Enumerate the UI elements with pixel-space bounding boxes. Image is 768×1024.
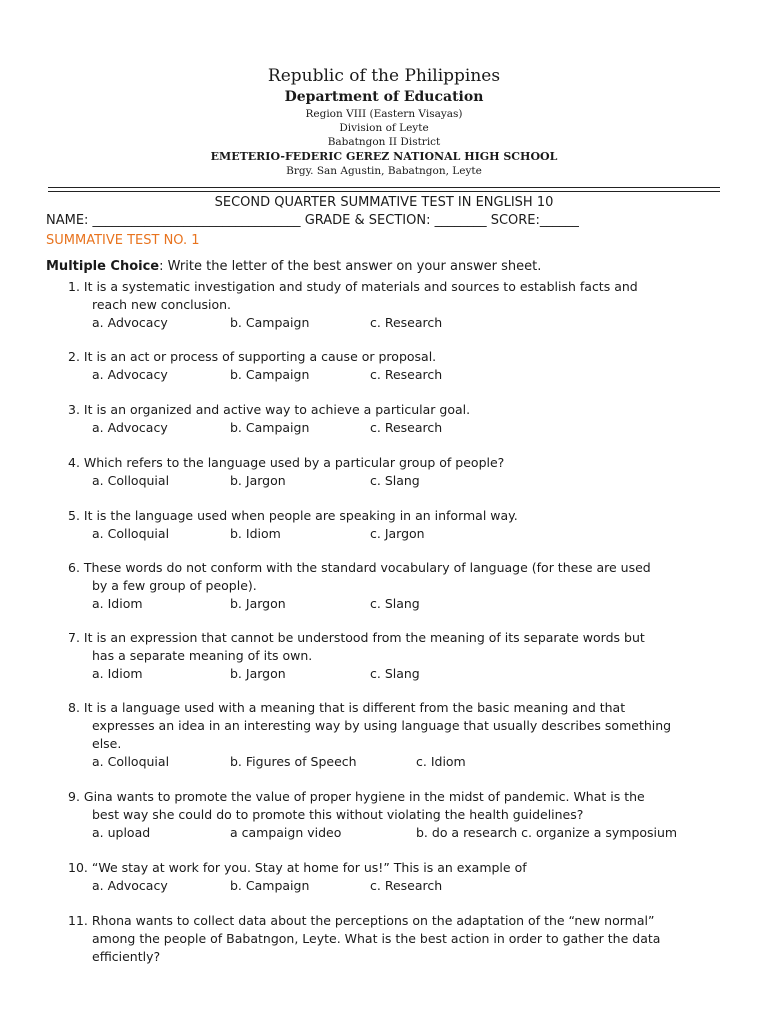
divider-top — [48, 187, 720, 188]
instructions-text: : Write the letter of the best answer on your answer sheet. — [159, 259, 542, 274]
answer-choice: a. upload — [92, 825, 151, 840]
question-1 — [68, 278, 720, 332]
answer-choices — [68, 314, 720, 332]
question-text: 8. It is a language used with a meaning that is different from the basic meaning and that — [68, 700, 626, 715]
question-4 — [68, 454, 720, 490]
header-address: Brgy. San Agustin, Babatngon, Leyte — [286, 165, 482, 177]
summative-test-label: SUMMATIVE TEST NO. 1 — [46, 233, 200, 248]
answer-choice: b. Figures of Speech — [230, 754, 357, 769]
answer-choice: c. Research — [370, 420, 443, 435]
answer-choice: c. Idiom — [416, 754, 466, 769]
question-text: 6. These words do not conform with the standard vocabulary of language (for these are used — [68, 560, 651, 575]
answer-choice: b. Jargon — [230, 596, 286, 611]
header-department: Department of Education — [284, 89, 484, 105]
question-10 — [68, 859, 720, 895]
answer-choice: a. Colloquial — [92, 473, 170, 488]
question-text: best way she could do to promote this without violating the health guidelines? — [92, 807, 584, 822]
answer-choice: c. Slang — [370, 473, 420, 488]
question-8 — [68, 699, 720, 771]
question-text: 3. It is an organized and active way to achieve a particular goal. — [68, 402, 471, 417]
header-region: Region VIII (Eastern Visayas) — [305, 108, 463, 120]
answer-choice: b. Jargon — [230, 473, 286, 488]
answer-choice: a. Colloquial — [92, 526, 170, 541]
answer-choice: a. Advocacy — [92, 367, 168, 382]
answer-choice: b. Idiom — [230, 526, 281, 541]
answer-choice: c. Research — [370, 315, 443, 330]
header-division: Division of Leyte — [339, 122, 429, 134]
answer-choice: a. Advocacy — [92, 878, 168, 893]
answer-choice: b. Campaign — [230, 315, 310, 330]
answer-choice: a. Idiom — [92, 666, 143, 681]
header-district: Babatngon II District — [327, 136, 441, 148]
answer-choice: a. Colloquial — [92, 754, 170, 769]
question-text: 1. It is a systematic investigation and study of materials and sources to establish facts and — [68, 279, 638, 294]
divider-bottom — [48, 191, 720, 192]
question-2 — [68, 348, 720, 384]
answer-choice: a. Advocacy — [92, 315, 168, 330]
answer-choice: a. Advocacy — [92, 420, 168, 435]
question-text: 10. “We stay at work for you. Stay at home for us!” This is an example of — [68, 860, 527, 875]
answer-choices — [68, 753, 720, 771]
answer-choice: c. Slang — [370, 596, 420, 611]
header-school: EMETERIO-FEDERIC GEREZ NATIONAL HIGH SCHOOL — [210, 150, 558, 163]
answer-choices — [68, 824, 720, 842]
name-grade-score-line: NAME: ________________________________ GRADE & SECTION: ________ SCORE:______ — [46, 213, 579, 228]
answer-choice: c. Research — [370, 367, 443, 382]
question-text: efficiently? — [92, 949, 161, 964]
question-text: 7. It is an expression that cannot be understood from the meaning of its separate words but — [68, 630, 645, 645]
question-text: reach new conclusion. — [92, 297, 232, 312]
question-text: has a separate meaning of its own. — [92, 648, 313, 663]
question-7 — [68, 629, 720, 683]
question-text: 11. Rhona wants to collect data about the perceptions on the adaptation of the “new normal” — [68, 913, 655, 928]
instructions — [46, 259, 541, 274]
question-5 — [68, 507, 720, 543]
header-republic: Republic of the Philippines — [267, 66, 501, 86]
question-3 — [68, 401, 720, 437]
answer-choice: c. Research — [370, 878, 443, 893]
instructions-type: Multiple Choice — [46, 259, 160, 274]
answer-choices — [68, 665, 720, 683]
answer-choice: b. Campaign — [230, 420, 310, 435]
answer-choice: b. Jargon — [230, 666, 286, 681]
test-title: SECOND QUARTER SUMMATIVE TEST IN ENGLISH 10 — [214, 195, 554, 210]
question-11 — [68, 912, 720, 966]
question-text: 4. Which refers to the language used by a particular group of people? — [68, 455, 505, 470]
answer-choices — [68, 366, 720, 384]
answer-choices — [68, 472, 720, 490]
question-text: 9. Gina wants to promote the value of proper hygiene in the midst of pandemic. What is the — [68, 789, 645, 804]
answer-choice: a campaign video — [230, 825, 342, 840]
answer-choice: c. Slang — [370, 666, 420, 681]
answer-choices — [68, 525, 720, 543]
question-text: 5. It is the language used when people are speaking in an informal way. — [68, 508, 518, 523]
question-9 — [68, 788, 720, 842]
question-6 — [68, 559, 720, 613]
answer-choice: a. Idiom — [92, 596, 143, 611]
answer-choice: b. Campaign — [230, 367, 310, 382]
question-text: among the people of Babatngon, Leyte. What is the best action in order to gather the data — [92, 931, 661, 946]
question-text: else. — [92, 736, 122, 751]
question-text: 2. It is an act or process of supporting a cause or proposal. — [68, 349, 437, 364]
question-text: expresses an idea in an interesting way by using language that usually describes something — [92, 718, 672, 733]
answer-choices — [68, 595, 720, 613]
answer-choice: b. Campaign — [230, 878, 310, 893]
answer-choices — [68, 877, 720, 895]
question-text: by a few group of people). — [92, 578, 257, 593]
answer-choice: c. Jargon — [370, 526, 425, 541]
answer-choices — [68, 419, 720, 437]
answer-choice: b. do a research c. organize a symposium — [416, 825, 678, 840]
